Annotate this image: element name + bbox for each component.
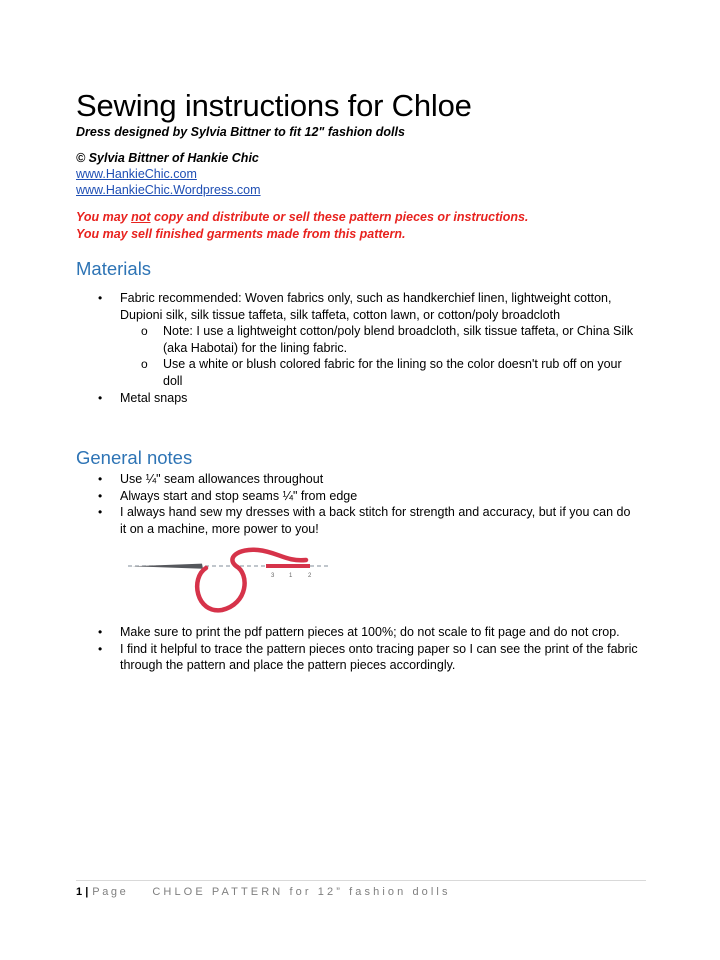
bullet-icon: • bbox=[98, 625, 103, 639]
list-item bbox=[0, 471, 640, 488]
list-item-text: I find it helpful to trace the pattern pieces onto tracing paper so I can see the print of the fabric through the pattern and place the pattern pieces accordingly. bbox=[120, 641, 638, 673]
website-link[interactable]: www.HankieChic.com bbox=[76, 167, 197, 181]
general-notes-heading: General notes bbox=[76, 447, 193, 468]
list-item-text: Metal snaps bbox=[120, 390, 188, 405]
bullet-icon: • bbox=[98, 641, 103, 656]
bullet-icon: • bbox=[98, 291, 103, 305]
list-item bbox=[0, 504, 640, 537]
footer-separator: | bbox=[85, 886, 89, 898]
list-item-text: I always hand sew my dresses with a back stitch for strength and accuracy, but if you can do it on a machine, more power to you! bbox=[120, 505, 631, 536]
page-number: 1 bbox=[76, 886, 83, 898]
list-item-text: Use a white or blush colored fabric for the lining so the color doesn't rub off on your doll bbox=[163, 357, 622, 388]
blog-link[interactable]: www.HankieChic.Wordpress.com bbox=[76, 183, 261, 197]
list-subitem bbox=[0, 356, 643, 389]
copy-warning-start: You may bbox=[76, 210, 132, 224]
materials-heading: Materials bbox=[76, 258, 152, 279]
bullet-icon: • bbox=[98, 472, 103, 486]
circle-bullet-icon: o bbox=[141, 357, 148, 372]
thread-icon bbox=[197, 550, 306, 611]
bullet-icon: • bbox=[98, 390, 103, 405]
list-item bbox=[0, 488, 640, 505]
list-item bbox=[0, 624, 640, 641]
materials-list bbox=[0, 290, 720, 406]
stitch-label-1: 1 bbox=[289, 573, 293, 579]
back-stitch-illustration bbox=[126, 544, 332, 616]
list-item bbox=[0, 641, 640, 674]
needle-icon bbox=[132, 564, 203, 569]
list-item-text: Note: I use a lightweight cotton/poly blend broadcloth, silk tissue taffeta, or China Silk (aka Habotai) for the lining fabric. bbox=[163, 324, 634, 355]
copy-warning bbox=[76, 209, 528, 225]
page-footer bbox=[76, 884, 451, 900]
stitch-label-3: 3 bbox=[271, 573, 275, 579]
circle-bullet-icon: o bbox=[141, 324, 148, 339]
bullet-icon: • bbox=[98, 505, 103, 520]
list-item-text: Always start and stop seams ¼" from edge bbox=[120, 488, 358, 503]
list-item-text: Use ¼" seam allowances throughout bbox=[120, 472, 324, 486]
list-item bbox=[0, 290, 640, 323]
general-notes-list bbox=[0, 471, 720, 537]
document-label: CHLOE PATTERN for 12” fashion dolls bbox=[152, 886, 451, 898]
copy-warning-end: copy and distribute or sell these pattern pieces or instructions. bbox=[150, 210, 529, 224]
page-label: Page bbox=[92, 886, 129, 898]
copyright-notice: © Sylvia Bittner of Hankie Chic bbox=[76, 151, 259, 165]
copy-warning-not: not bbox=[131, 210, 151, 224]
bullet-icon: • bbox=[98, 488, 103, 503]
footer-divider bbox=[76, 880, 646, 881]
list-item-text: Make sure to print the pdf pattern pieces at 100%; do not scale to fit page and do not crop. bbox=[120, 625, 620, 639]
list-item bbox=[0, 390, 640, 407]
list-item-text: Fabric recommended: Woven fabrics only, such as handkerchief linen, lightweight cotton, Dupioni silk, silk tissue taffeta, silk taffeta, cotton lawn, or cotton/poly broadcloth bbox=[120, 291, 612, 322]
general-notes-list-continued bbox=[0, 624, 720, 674]
list-subitem bbox=[0, 323, 643, 356]
sell-permission: You may sell finished garments made from this pattern. bbox=[76, 227, 406, 241]
subtitle: Dress designed by Sylvia Bittner to fit 12" fashion dolls bbox=[76, 125, 405, 139]
page-title: Sewing instructions for Chloe bbox=[76, 88, 472, 123]
stitch-label-2: 2 bbox=[308, 573, 312, 579]
